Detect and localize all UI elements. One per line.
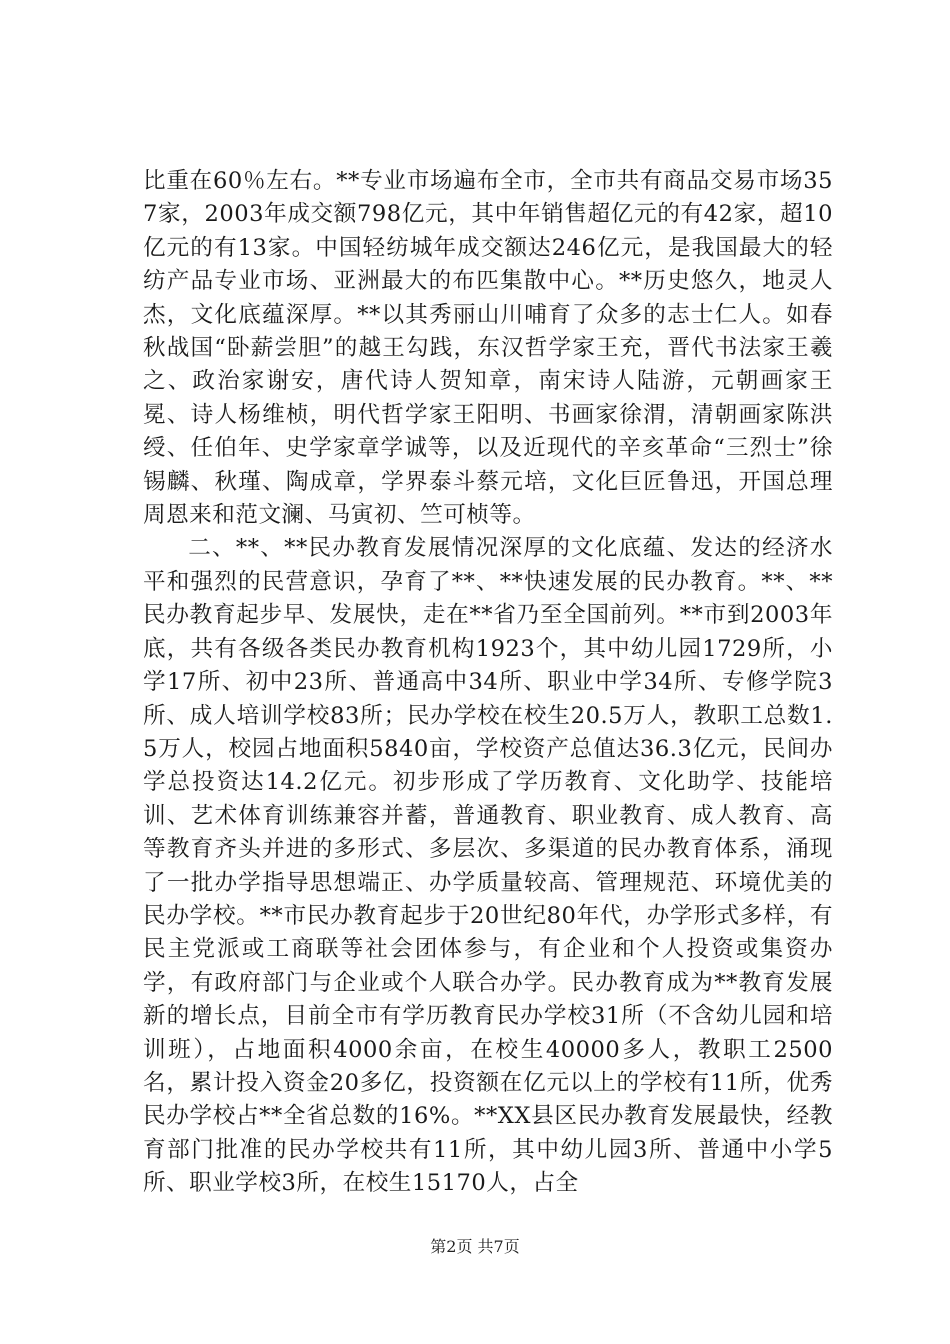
document-body bbox=[143, 165, 833, 1201]
page-number-footer: 第2页 共7页 bbox=[430, 1237, 520, 1256]
paragraph-2: 二、**、**民办教育发展情况深厚的文化底蕴、发达的经济水平和强烈的民营意识，孕育了**、**快速发展的民办教育。**、**民办教育起步早、发展快，走在**省乃至全国前列。**市到2003年底，共有各级各类民办教育机构1923个，其中幼儿园1729所，小学17所、初中23所、普通高中34所、职业中学34所、专修学院3所、成人培训学校83所；民办学校在校生20.5万人，教职工总数1.5万人，校园占地面积5840亩，学校资产总值达36.3亿元，民间办学总投资达14.2亿元。初步形成了学历教育、文化助学、技能培训、艺术体育训练兼容并蓄，普通教育、职业教育、成人教育、高等教育齐头并进的多形式、多层次、多渠道的民办教育体系，涌现了一批办学指导思想端正、办学质量较高、管理规范、环境优美的民办学校。**市民办教育起步于20世纪80年代，办学形式多样，有民主党派或工商联等社会团体参与，有企业和个人投资或集资办学，有政府部门与企业或个人联合办学。民办教育成为**教育发展新的增长点，目前全市有学历教育民办学校31所（不含幼儿园和培训班），占地面积4000余亩，在校生40000多人，教职工2500名，累计投入资金20多亿，投资额在亿元以上的学校有11所，优秀民办学校占**全省总数的16%。**XX县区民办教育发展最快，经教育部门批准的民办学校共有11所，其中幼儿园3所、普通中小学5所、职业学校3所，在校生15170人，占全 bbox=[143, 535, 833, 1197]
paragraph-1: 比重在60％左右。**专业市场遍布全市，全市共有商品交易市场357家，2003年成交额798亿元，其中年销售超亿元的有42家，超10亿元的有13家。中国轻纺城年成交额达246亿元，是我国最大的轻纺产品专业市场、亚洲最大的布匹集散中心。**历史悠久，地灵人杰，文化底蕴深厚。**以其秀丽山川哺育了众多的志士仁人。如春秋战国“卧薪尝胆”的越王勾践，东汉哲学家王充，晋代书法家王羲之、政治家谢安，唐代诗人贺知章，南宋诗人陆游，元朝画家王冕、诗人杨维桢，明代哲学家王阳明、书画家徐渭，清朝画家陈洪绶、任伯年、史学家章学诚等，以及近现代的辛亥革命“三烈士”徐锡麟、秋瑾、陶成章，学界泰斗蔡元培，文化巨匠鲁迅，开国总理周恩来和范文澜、马寅初、竺可桢等。 bbox=[143, 168, 833, 529]
